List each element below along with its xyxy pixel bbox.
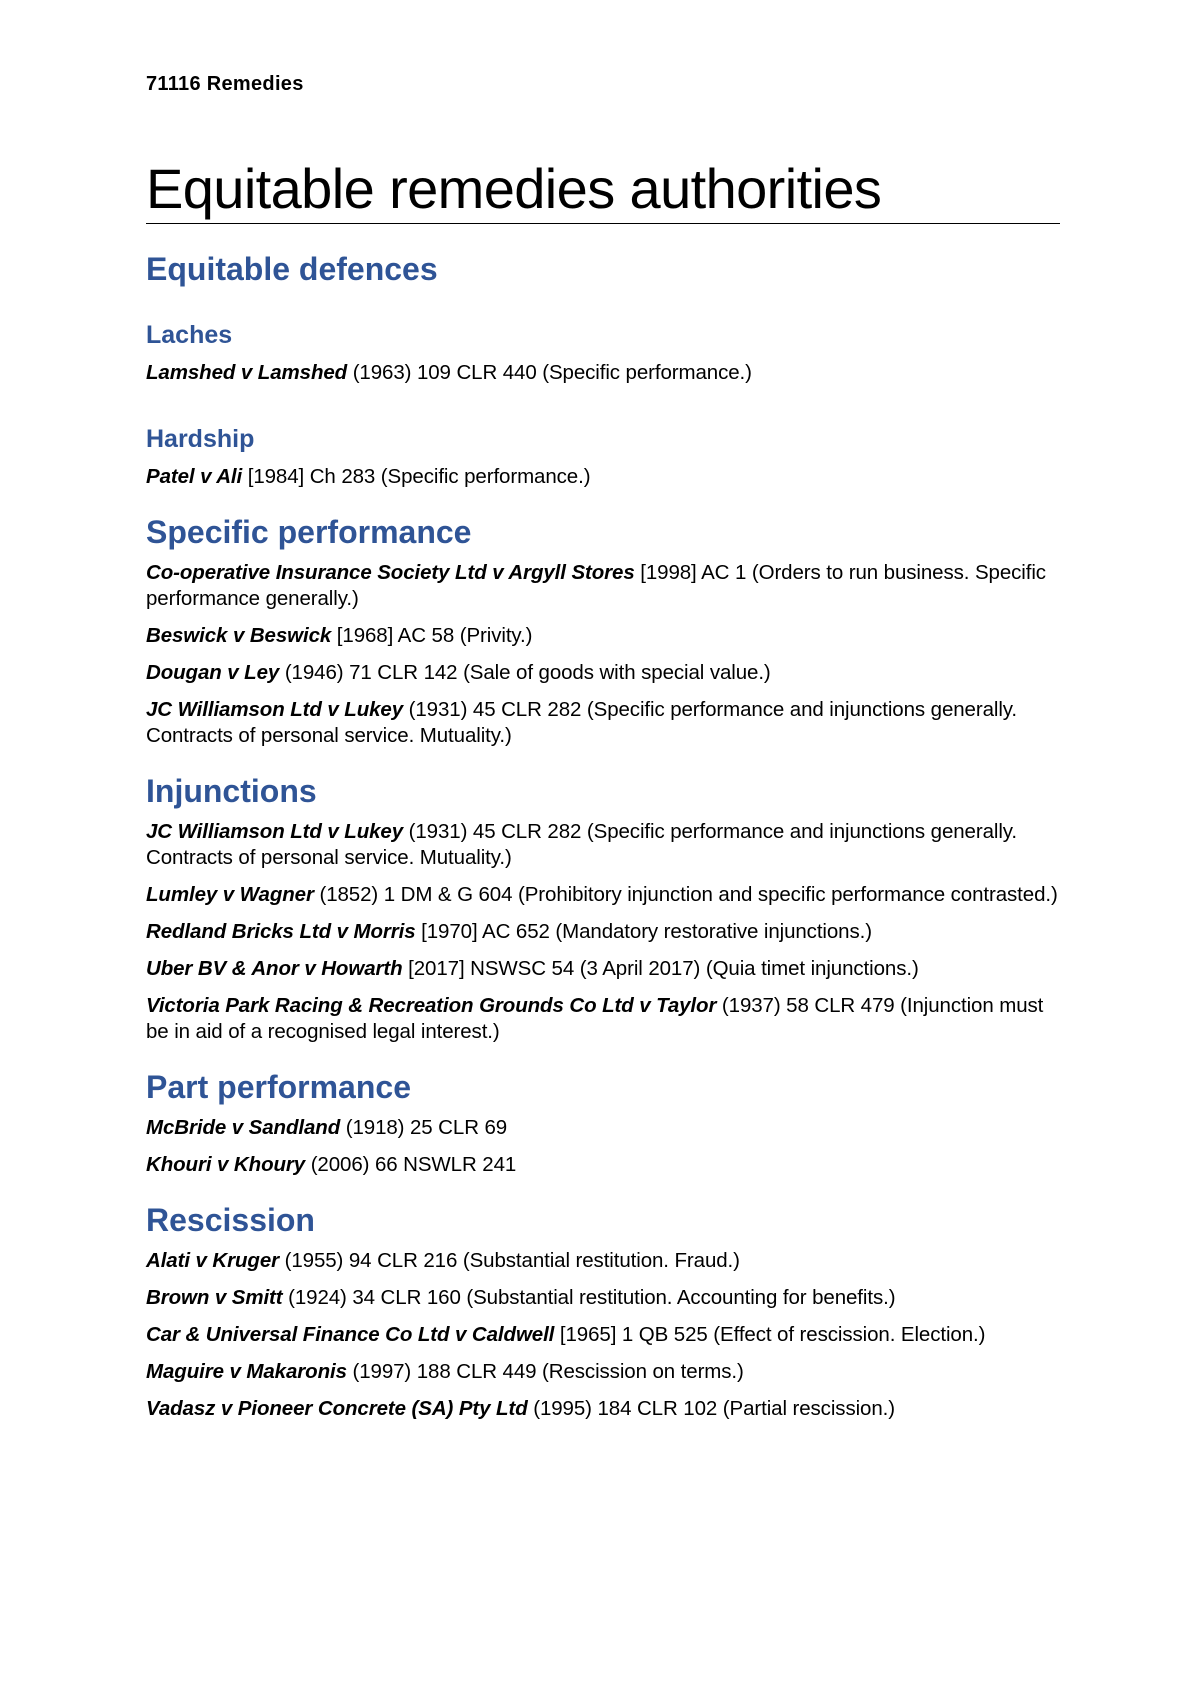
case-citation: (1997) 188 CLR 449 (Rescission on terms.) [346, 1360, 744, 1383]
case-citation: (1955) 94 CLR 216 (Substantial restitution. Fraud.) [279, 1249, 740, 1272]
case-entry [146, 1115, 1060, 1141]
case-name: Brown v Smitt [146, 1286, 283, 1309]
case-citation: [1970] AC 652 (Mandatory restorative injunctions.) [415, 920, 872, 943]
case-citation: (1937) 58 CLR 479 (Injunction must be in aid of a recognised legal interest.) [146, 994, 1044, 1043]
case-citation: [1965] 1 QB 525 (Effect of rescission. Election.) [554, 1323, 986, 1346]
case-citation: [1998] AC 1 (Orders to run business. Specific performance generally.) [146, 561, 1046, 610]
case-entry [146, 882, 1060, 908]
case-name: Victoria Park Racing & Recreation Grounds Co Ltd v Taylor [146, 994, 717, 1017]
case-entry [146, 1359, 1060, 1385]
case-entry [146, 1285, 1060, 1311]
case-entry [146, 819, 1060, 871]
section-heading-part-performance: Part performance [146, 1069, 411, 1105]
section-heading-equitable-defences: Equitable defences [146, 251, 438, 287]
case-name: Uber BV & Anor v Howarth [146, 957, 403, 980]
case-entry [146, 660, 1060, 686]
case-name: JC Williamson Ltd v Lukey [146, 820, 404, 843]
page-title: Equitable remedies authorities [146, 157, 1060, 224]
case-citation: (1995) 184 CLR 102 (Partial rescission.) [527, 1397, 895, 1420]
section-heading-injunctions: Injunctions [146, 773, 317, 809]
case-entry [146, 993, 1060, 1045]
case-citation: (1963) 109 CLR 440 (Specific performance.) [347, 361, 752, 384]
case-citation: [1984] Ch 283 (Specific performance.) [242, 465, 591, 488]
case-entry [146, 464, 1060, 490]
case-name: Lamshed v Lamshed [146, 361, 348, 384]
case-name: Khouri v Khoury [146, 1153, 306, 1176]
case-entry [146, 1396, 1060, 1422]
case-name: Dougan v Ley [146, 661, 280, 684]
case-citation: (1918) 25 CLR 69 [340, 1116, 508, 1139]
case-name: Redland Bricks Ltd v Morris [146, 920, 416, 943]
document-body [146, 250, 1060, 1422]
case-entry [146, 1152, 1060, 1178]
case-entry [146, 560, 1060, 612]
case-name: Lumley v Wagner [146, 883, 314, 906]
case-name: McBride v Sandland [146, 1116, 341, 1139]
case-entry [146, 697, 1060, 749]
case-name: Co-operative Insurance Society Ltd v Argyll Stores [146, 561, 635, 584]
case-citation: (1931) 45 CLR 282 (Specific performance and injunctions generally. Contracts of personal service. Mutuality.) [146, 820, 1018, 869]
subsection-heading-hardship: Hardship [146, 425, 255, 453]
subsection-heading-laches: Laches [146, 321, 233, 349]
case-entry [146, 919, 1060, 945]
case-name: Alati v Kruger [146, 1249, 280, 1272]
case-name: Vadasz v Pioneer Concrete (SA) Pty Ltd [146, 1397, 528, 1420]
case-citation: (1852) 1 DM & G 604 (Prohibitory injunction and specific performance contrasted.) [313, 883, 1058, 906]
case-name: JC Williamson Ltd v Lukey [146, 698, 404, 721]
section-heading-rescission: Rescission [146, 1202, 315, 1238]
case-name: Beswick v Beswick [146, 624, 332, 647]
case-name: Maguire v Makaronis [146, 1360, 347, 1383]
case-citation: (1924) 34 CLR 160 (Substantial restitution. Accounting for benefits.) [282, 1286, 896, 1309]
case-citation: (1946) 71 CLR 142 (Sale of goods with special value.) [279, 661, 771, 684]
case-name: Car & Universal Finance Co Ltd v Caldwell [146, 1323, 555, 1346]
case-citation: (2006) 66 NSWLR 241 [305, 1153, 517, 1176]
case-entry [146, 623, 1060, 649]
case-entry [146, 1322, 1060, 1348]
case-entry [146, 1248, 1060, 1274]
case-entry [146, 956, 1060, 982]
case-entry [146, 360, 1060, 386]
section-heading-specific-performance: Specific performance [146, 514, 472, 550]
case-citation: (1931) 45 CLR 282 (Specific performance and injunctions generally. Contracts of personal service. Mutuality.) [146, 698, 1018, 747]
case-name: Patel v Ali [146, 465, 243, 488]
case-citation: [2017] NSWSC 54 (3 April 2017) (Quia timet injunctions.) [402, 957, 919, 980]
document-header: 71116 Remedies [146, 73, 304, 95]
case-citation: [1968] AC 58 (Privity.) [331, 624, 533, 647]
